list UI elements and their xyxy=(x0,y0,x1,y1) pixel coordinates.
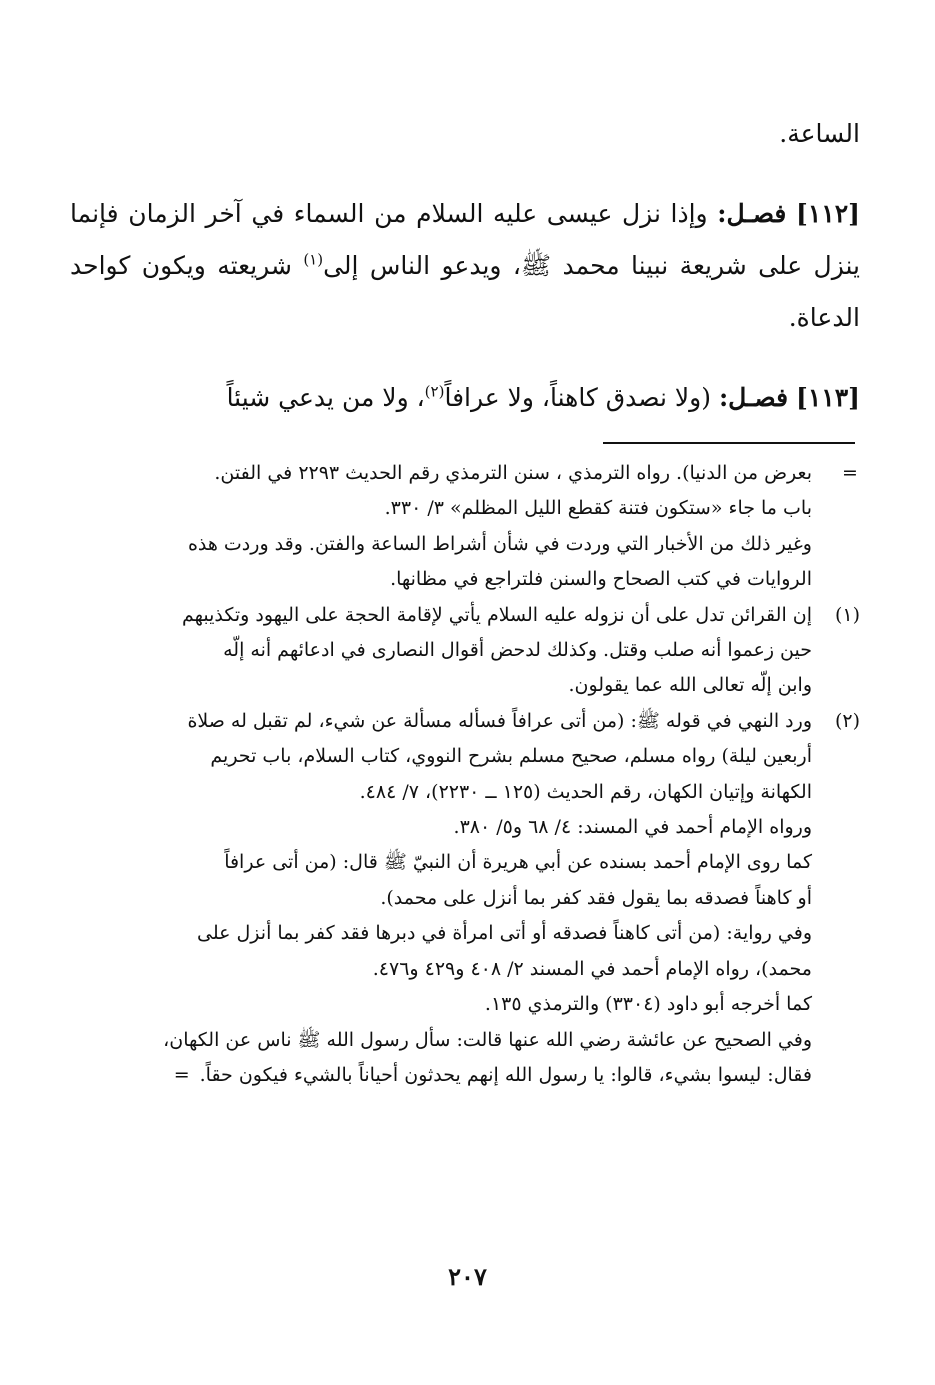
continuation-marker: = xyxy=(842,462,858,484)
footnote-number: (٢) xyxy=(834,709,860,732)
footnote-line: الكهانة وإتيان الكهان، رقم الحديث (١٢٥ ــ ٢٢٣٠)، ٧/ ٤٨٤. xyxy=(359,780,812,803)
footnote-number: (١) xyxy=(834,603,860,626)
tail-text: الساعة. xyxy=(779,119,860,148)
footnote-line: الروايات في كتب الصحاح والسنن فلتراجع في مظانها. xyxy=(390,568,812,591)
footnote-line: حين زعموا أنه صلب وقتل. وكذلك لدحض أقوال النصارى في ادعائهم أنه إلّه xyxy=(223,639,812,662)
section-113 xyxy=(70,372,860,424)
footnote-continuation xyxy=(70,456,860,598)
footnote-ref: (١) xyxy=(303,250,324,269)
footnote-line: باب ما جاء «ستكون فتنة كقطع الليل المظلم» ٣/ ٣٣٠. xyxy=(384,497,812,520)
section-label: فصـل: xyxy=(717,199,787,228)
footnote-line: بعرض من الدنيا). رواه الترمذي ، سنن الترمذي رقم الحديث ٢٢٩٣ في الفتن. xyxy=(214,462,812,484)
footnotes xyxy=(70,456,860,1093)
paragraph-tail xyxy=(70,108,860,160)
end-continuation-marker: = xyxy=(173,1063,190,1086)
footnote-line: وغير ذلك من الأخبار التي وردت في شأن أشراط الساعة والفتن. وقد وردت هذه xyxy=(187,532,812,555)
footnote-line: إن القرائن تدل على أن نزوله عليه السلام يأتي لإقامة الحجة على اليهود وتكذيبهم xyxy=(182,603,812,626)
footnote-line: وابن إلّه تعالى الله عما يقولون. xyxy=(568,674,812,697)
footnote-line: كما روى الإمام أحمد بسنده عن أبي هريرة أن النبيّ ﷺ قال: (من أتى عرافاً xyxy=(224,851,812,874)
footnote-1 xyxy=(70,598,860,704)
section-number: [١١٣] xyxy=(796,383,860,412)
footnote-line: ورد النهي في قوله ﷺ: (من أتى عرافاً فسأله مسألة عن شيء، لم تقبل له صلاة xyxy=(187,709,812,732)
footnote-line: أربعين ليلة) رواه مسلم، صحيح مسلم بشرح النووي، كتاب السلام، باب تحريم xyxy=(210,745,812,768)
section-112 xyxy=(70,188,860,344)
footnote-line: ورواه الإمام أحمد في المسند: ٤/ ٦٨ و٥/ ٣٨٠. xyxy=(453,816,812,839)
section-text: وإذا نزل عيسى عليه السلام من السماء في آخر الزمان فإنما ينزل على شريعة نبينا محمد ﷺ، ويدعو الناس إلى xyxy=(70,199,860,280)
footnote-2 xyxy=(70,704,860,1093)
section-text-cont: ، ولا من يدعي شيئاً xyxy=(226,383,425,412)
footnote-ref: (٢) xyxy=(424,382,445,401)
footnote-line: أو كاهناً فصدقه بما يقول فقد كفر بما أنزل على محمد). xyxy=(380,886,812,909)
footnote-line-text: فقال: ليسوا بشيء، قالوا: يا رسول الله إنهم يحدثون أحياناً بالشيء فيكون حقاً. xyxy=(199,1063,812,1086)
section-number: [١١٢] xyxy=(796,199,860,228)
footnote-line xyxy=(70,1058,812,1093)
section-text-cont: شريعته ويكون كواحد الدعاة. xyxy=(70,251,860,332)
section-label: فصـل: xyxy=(718,383,789,412)
footnote-line: وفي رواية: (من أتى كاهناً فصدقه أو أتى امرأة في دبرها فقد كفر بما أنزل على xyxy=(196,922,812,945)
footnote-line: كما أخرجه أبو داود (٣٣٠٤) والترمذي ١٣٥. xyxy=(484,993,812,1016)
footnote-line: محمد)، رواه الإمام أحمد في المسند ٢/ ٤٠٨ و٤٢٩ و٤٧٦. xyxy=(372,957,812,980)
footnote-separator xyxy=(603,442,855,444)
footnote-line: وفي الصحيح عن عائشة رضي الله عنها قالت: سأل رسول الله ﷺ ناس عن الكهان، xyxy=(163,1028,812,1051)
page-number: ٢٠٧ xyxy=(448,1262,487,1291)
section-text: (ولا نصدق كاهناً، ولا عرافاً xyxy=(444,383,711,412)
